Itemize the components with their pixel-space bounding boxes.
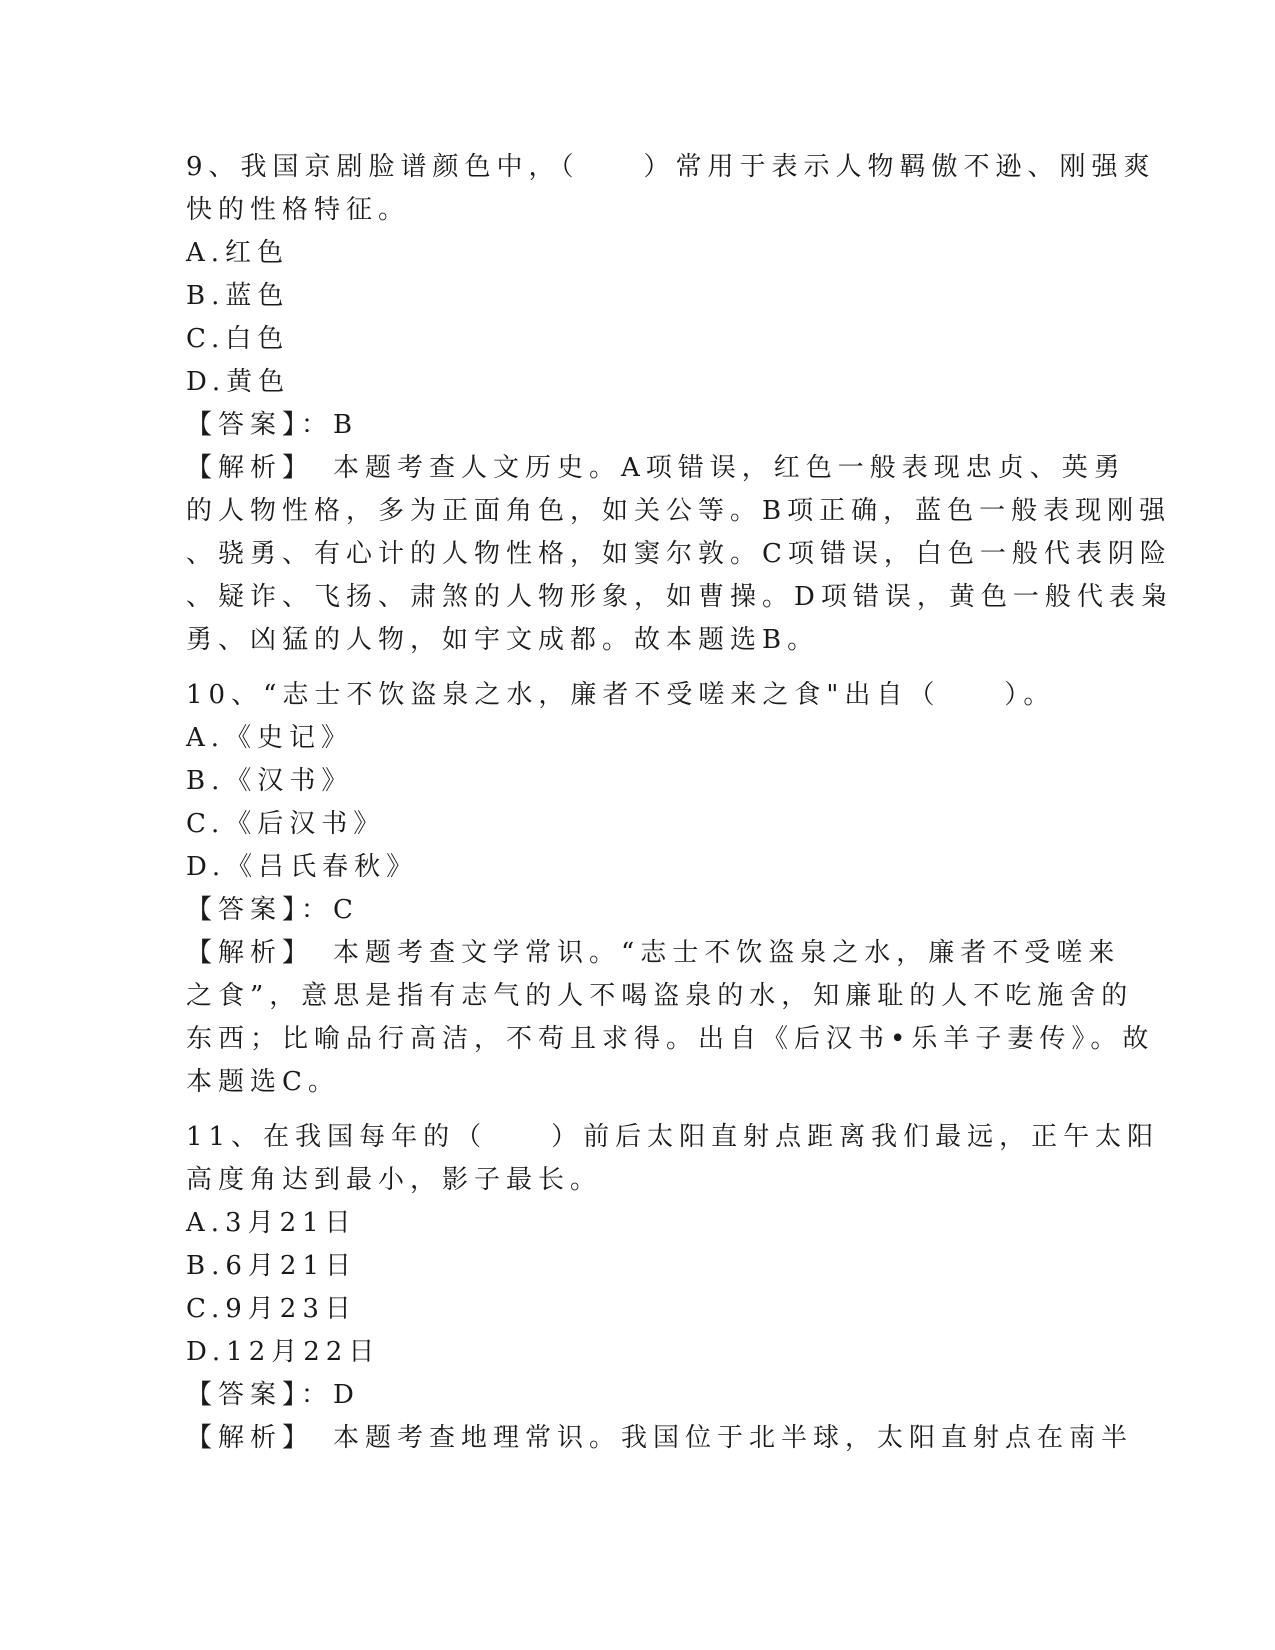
option-c: C.《后汉书》 — [186, 809, 386, 839]
question-text: 高度角达到最小，影子最长。 — [186, 1165, 603, 1195]
option-d: D.12月22日 — [186, 1337, 381, 1367]
option-b: B.蓝色 — [186, 281, 290, 311]
analysis-text: 之食”，意思是指有志气的人不喝盗泉的水，知廉耻的人不吃施舍的 — [186, 981, 1134, 1011]
question-text: 10、“志士不饮盗泉之水，廉者不受嗟来之食"出自（ ）。 — [186, 680, 1056, 710]
question-block — [186, 146, 1173, 662]
question-text: 9、我国京剧脸谱颜色中，（ ）常用于表示人物羁傲不逊、刚强爽 — [186, 152, 1156, 182]
question-block — [186, 1116, 1160, 1460]
option-c: C.9月23日 — [186, 1294, 357, 1324]
option-a: A.3月21日 — [186, 1208, 357, 1238]
answer: 【答案】：D — [186, 1380, 360, 1410]
analysis-text: 勇、凶猛的人物，如宇文成都。故本题选B。 — [186, 625, 820, 655]
question-block — [186, 674, 1155, 1104]
analysis-text: 【解析】 本题考查地理常识。我国位于北半球，太阳直射点在南半 — [186, 1423, 1134, 1453]
analysis-text: 【解析】 本题考查人文历史。A项错误，红色一般表现忠贞、英勇 — [186, 453, 1126, 483]
document-page — [186, 146, 1173, 1460]
analysis-text: 本题选C。 — [186, 1067, 340, 1097]
option-a: A.《史记》 — [186, 723, 354, 753]
analysis-text: 东西；比喻品行高洁，不苟且求得。出自《后汉书•乐羊子妻传》。故 — [186, 1024, 1155, 1054]
option-b: B.《汉书》 — [186, 766, 354, 796]
option-c: C.白色 — [186, 324, 290, 354]
question-spacer — [186, 1104, 1066, 1116]
option-a: A.红色 — [186, 238, 290, 268]
option-b: B.6月21日 — [186, 1251, 357, 1281]
analysis-text: 的人物性格，多为正面角色，如关公等。B项正确，蓝色一般表现刚强 — [186, 496, 1172, 526]
analysis-text: 、疑诈、飞扬、肃煞的人物形象，如曹操。D项错误，黄色一般代表枭 — [186, 582, 1173, 612]
analysis-text: 【解析】 本题考查文学常识。“志士不饮盗泉之水，廉者不受嗟来 — [186, 938, 1121, 968]
question-text: 11、在我国每年的（ ）前后太阳直射点距离我们最远，正午太阳 — [186, 1122, 1160, 1152]
analysis-text: 、骁勇、有心计的人物性格，如窦尔敦。C项错误，白色一般代表阴险 — [186, 539, 1172, 569]
option-d: D.《吕氏春秋》 — [186, 852, 419, 882]
question-text: 快的性格特征。 — [186, 195, 411, 225]
answer: 【答案】：C — [186, 895, 359, 925]
option-d: D.黄色 — [186, 367, 291, 397]
answer: 【答案】：B — [186, 410, 359, 440]
question-spacer — [186, 662, 1066, 674]
